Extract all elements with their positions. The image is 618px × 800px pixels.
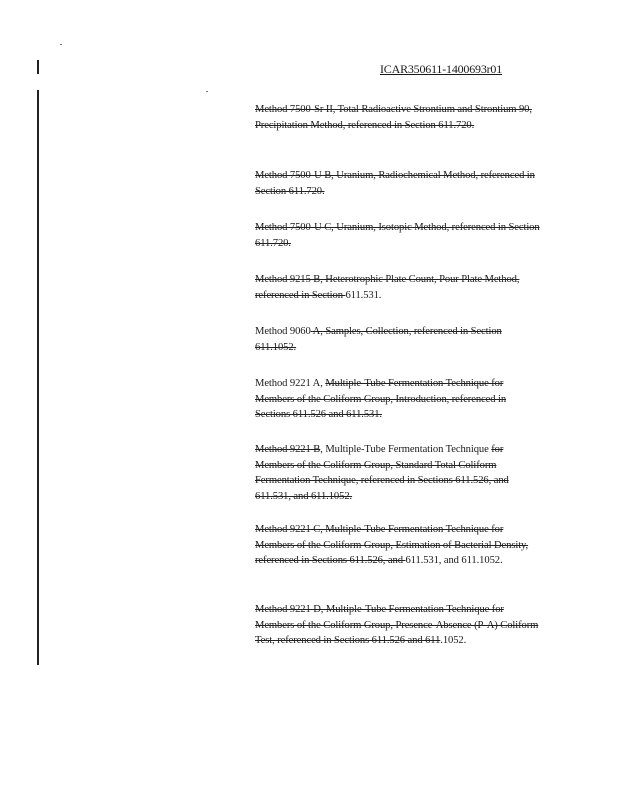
struck-text: Method 9215 B, Heterotrophic Plate Count, Pour Plate Method, referenced in Section — [255, 274, 520, 301]
scan-speck — [206, 91, 208, 92]
entry-text — [255, 522, 540, 569]
entry-segment: Method 9221 A, — [255, 378, 326, 389]
entry-segment: .1052. — [440, 635, 467, 646]
entry-text — [255, 102, 540, 133]
struck-text: Method 7500-U C, Uranium, Isotopic Method, referenced in Section 611.720. — [255, 222, 540, 249]
entry-text — [255, 602, 540, 649]
method-entry — [255, 102, 540, 133]
scan-speck — [60, 44, 62, 45]
entry-text — [255, 168, 540, 199]
entry-segment: 611.531. — [345, 289, 382, 301]
struck-text: Method 9221 D, Multiple-Tube Fermentation Technique for Members of the Coliform Group, Presence-Absence (P-A) Coliform Test, referenced in Sections 611.526 and 611 — [255, 604, 539, 646]
entry-text — [255, 442, 540, 504]
method-entry — [255, 602, 540, 649]
method-entry — [255, 324, 540, 355]
entry-text — [255, 220, 540, 251]
entry-segment: Method 9060 — [255, 326, 311, 337]
method-entry — [255, 376, 540, 423]
document-id: ICAR350611-1400693r01 — [380, 62, 503, 76]
change-bar-body — [37, 90, 39, 665]
method-entry — [255, 272, 540, 303]
method-entry — [255, 442, 540, 504]
struck-text: for Members of the Coliform Group, Standard Total Coliform Fermentation Technique, referenced in Sections 611.526, and 611.531, and 611.1052. — [255, 444, 509, 502]
change-bar-header — [37, 60, 39, 74]
struck-text: Method 9221 B — [255, 444, 321, 455]
entry-text — [255, 272, 540, 303]
entry-segment: 611.531, and 611.1052. — [405, 555, 503, 566]
struck-text: Method 7500-U B, Uranium, Radiochemical Method, referenced in Section 611.720. — [255, 170, 535, 197]
method-entry — [255, 220, 540, 251]
struck-text: A, Samples, Collection, referenced in Section 611.1052. — [255, 326, 502, 353]
method-entry — [255, 522, 540, 569]
struck-text: Method 9221 C, Multiple-Tube Fermentation Technique for Members of the Coliform Group, Estimation of Bacterial Density, referenced in Sections 611.526, and — [255, 524, 529, 566]
method-entry — [255, 168, 540, 199]
struck-text: Method 7500-Sr II, Total Radioactive Strontium and Strontium 90, Precipitation Method, referenced in Section 611.720. — [255, 104, 532, 131]
entry-text — [255, 324, 540, 355]
entry-text — [255, 376, 540, 423]
struck-text: Multiple-Tube Fermentation Technique for Members of the Coliform Group, Introduction, referenced in Sections 611.526 and 611.531. — [255, 378, 507, 420]
entry-segment: , Multiple-Tube Fermentation Technique — [320, 444, 492, 455]
